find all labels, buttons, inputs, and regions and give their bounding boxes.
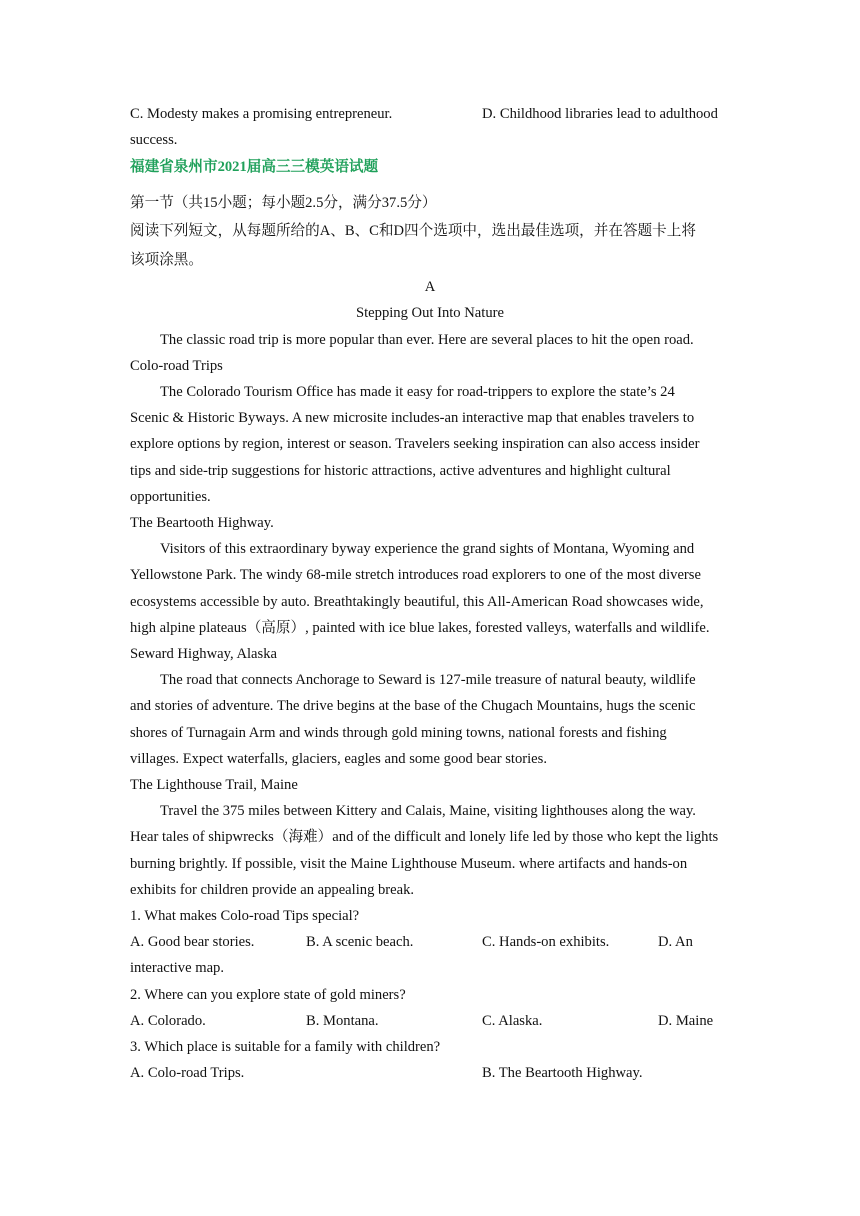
option-b: B. Montana. [306,1012,379,1029]
paragraph-line: Yellowstone Park. The windy 68-mile stretch introduces road explorers to one of the most diverse [130,567,701,584]
section-heading-colo: Colo-road Trips [130,357,223,374]
paragraph-line: villages. Expect waterfalls, glaciers, eagles and some good bear stories. [130,750,547,767]
option-c: C. Alaska. [482,1012,543,1029]
paragraph-line: shores of Turnagain Arm and winds through gold mining towns, national forests and fishing [130,724,667,741]
exam-title: 福建省泉州市2021届高三三模英语试题 [130,159,379,176]
prev-question-options [130,101,730,127]
paragraph-line: exhibits for children provide an appealing break. [130,881,415,898]
paragraph-line: tips and side-trip suggestions for historic attractions, active adventures and highlight cultural [130,462,671,479]
section-heading-lighthouse: The Lighthouse Trail, Maine [130,776,298,793]
option-b: B. The Beartooth Highway. [482,1065,643,1082]
passage-letter: A [424,279,436,296]
paragraph-line: explore options by region, interest or season. Travelers seeking inspiration can also access insider [130,436,700,453]
option-a: A. Colo-road Trips. [130,1065,245,1082]
paragraph-line: Hear tales of shipwrecks（海难）and of the difficult and lonely life led by those who kept the lights [130,829,719,846]
option-d: D. Maine [658,1012,714,1029]
option-d-continued: interactive map. [130,960,225,977]
question-options [130,1060,730,1086]
section-heading-seward: Seward Highway, Alaska [130,645,277,662]
paragraph-line: The road that connects Anchorage to Seward is 127-mile treasure of natural beauty, wildlife [160,672,696,689]
paragraph-line: Visitors of this extraordinary byway experience the grand sights of Montana, Wyoming and [160,541,695,558]
question-options [130,929,730,955]
passage-title: Stepping Out Into Nature [356,305,504,322]
section-heading-beartooth: The Beartooth Highway. [130,514,274,531]
paragraph-line: The Colorado Tourism Office has made it easy for road-trippers to explore the state’s 24 [160,383,675,400]
option-c: C. Modesty makes a promising entrepreneur. [130,106,393,122]
option-d: D. Childhood libraries lead to adulthood [482,106,718,122]
option-b: B. A scenic beach. [306,934,414,951]
option-a: A. Colorado. [130,1012,206,1029]
question-stem: 2. Where can you explore state of gold miners? [130,986,406,1003]
option-d-continued: success. [130,132,178,149]
question-options [130,1008,730,1034]
section-heading: 第一节（共15小题；每小题2.5分，满分37.5分） [130,194,437,211]
paragraph-line: Travel the 375 miles between Kittery and Calais, Maine, visiting lighthouses along the way. [160,803,696,820]
option-a: A. Good bear stories. [130,934,255,951]
option-c: C. Hands-on exhibits. [482,934,610,951]
instructions-line: 阅读下列短文，从每题所给的A、B、C和D四个选项中，选出最佳选项，并在答题卡上将 [130,223,696,240]
paragraph-line: opportunities. [130,488,211,505]
paragraph-line: Scenic & Historic Byways. A new microsite includes-an interactive map that enables travelers to [130,410,695,427]
paragraph-line: high alpine plateaus（高原）, painted with ice blue lakes, forested valleys, waterfalls and wildlife. [130,619,710,636]
document-content [130,101,730,1086]
paragraph-line: burning brightly. If possible, visit the Maine Lighthouse Museum. where artifacts and hands-on [130,855,688,872]
question-stem: 1. What makes Colo-road Tips special? [130,907,360,924]
passage-intro: The classic road trip is more popular than ever. Here are several places to hit the open road. [160,331,694,348]
paragraph-line: and stories of adventure. The drive begins at the base of the Chugach Mountains, hugs the scenic [130,698,696,715]
instructions-line: 该项涂黑。 [130,251,203,268]
option-d: D. An [658,934,693,951]
question-stem: 3. Which place is suitable for a family with children? [130,1039,441,1055]
paragraph-line: ecosystems accessible by auto. Breathtakingly beautiful, this All-American Road showcases wide, [130,593,704,610]
